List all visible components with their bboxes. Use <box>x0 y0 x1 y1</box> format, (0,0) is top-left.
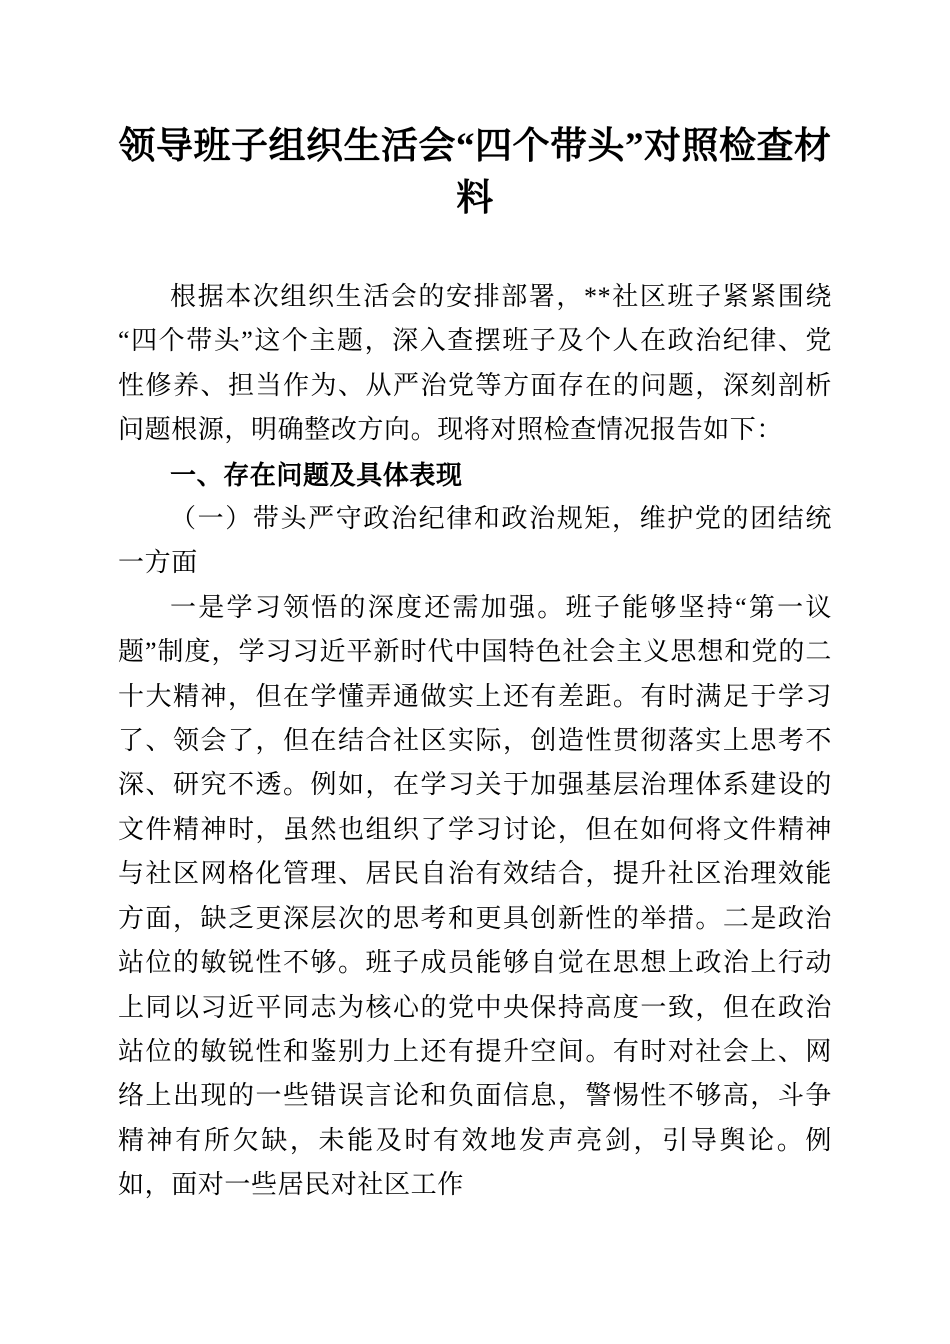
section-1-heading: 一、存在问题及具体表现 <box>170 459 463 490</box>
intro-paragraph: 根据本次组织生活会的安排部署，**社区班子紧紧围绕“四个带头”这个主题，深入查摆班子及个人在政治纪律、党性修养、担当作为、从严治党等方面存在的问题，深刻剖析问题根源，明确整改方向。现将对照检查情况报告如下： <box>118 282 832 445</box>
document-title: 领导班子组织生活会“四个带头”对照检查材料 <box>118 126 832 219</box>
section-1-sub-1-heading: （一）带头严守政治纪律和政治规矩，维护党的团结统一方面 <box>118 504 832 578</box>
section-1-sub-1-body: 一是学习领悟的深度还需加强。班子能够坚持“第一议题”制度，学习习近平新时代中国特色社会主义思想和党的二十大精神，但在学懂弄通做实上还有差距。有时满足于学习了、领会了，但在结合社区实际，创造性贯彻落实上思考不深、研究不透。例如，在学习关于加强基层治理体系建设的文件精神时，虽然也组织了学习讨论，但在如何将文件精神与社区网格化管理、居民自治有效结合，提升社区治理效能方面，缺乏更深层次的思考和更具创新性的举措。二是政治站位的敏锐性不够。班子成员能够自觉在思想上政治上行动上同以习近平同志为核心的党中央保持高度一致，但在政治站位的敏锐性和鉴别力上还有提升空间。有时对社会上、网络上出现的一些错误言论和负面信息，警惕性不够高，斗争精神有所欠缺，未能及时有效地发声亮剑，引导舆论。例如，面对一些居民对社区工作 <box>118 592 832 1200</box>
